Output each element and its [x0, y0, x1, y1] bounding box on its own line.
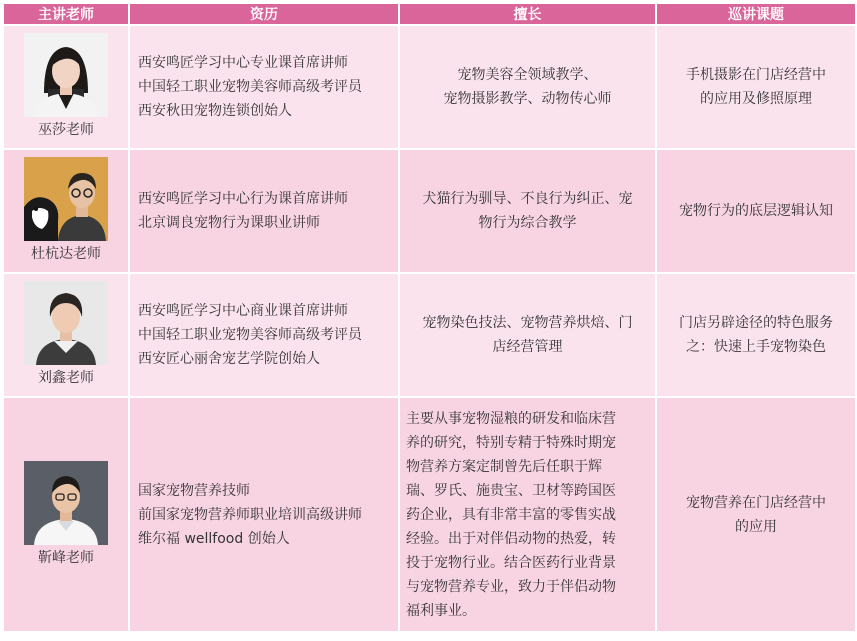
- teacher-photo-jinfeng: [24, 461, 108, 545]
- table-row: [4, 26, 855, 148]
- credential-line: 西安鸣匠学习中心行为课首席讲师: [138, 191, 348, 207]
- expertise-line: 店经营管理: [492, 339, 563, 355]
- table-row: [4, 398, 855, 631]
- credential-line: 国家宠物营养技师: [138, 482, 250, 499]
- credential-line: 西安鸣匠学习中心商业课首席讲师: [138, 303, 348, 319]
- credential-line: 前国家宠物营养师职业培训高级讲师: [138, 506, 362, 523]
- topic-line: 宠物营养在门店经营中: [686, 494, 826, 511]
- expertise-line: 养的研究，特别专精于特殊时期宠: [406, 434, 616, 451]
- topic-line: 之：快速上手宠物染色: [686, 339, 826, 355]
- table-header-row: [4, 4, 855, 24]
- table-row: [4, 150, 855, 272]
- credential-line: 西安秋田宠物连锁创始人: [138, 103, 292, 119]
- header-topic: 巡讲课题: [657, 4, 855, 24]
- credential-line: 维尔福 wellfood 创始人: [138, 530, 290, 547]
- header-expertise: 擅长: [400, 4, 655, 24]
- expertise-cell: [400, 150, 655, 272]
- teacher-photo-liuxin: [24, 281, 108, 365]
- teacher-photo-wusha: [24, 33, 108, 117]
- credentials-cell: [130, 274, 398, 396]
- expertise-line: 主要从事宠物湿粮的研发和临床营: [406, 410, 616, 427]
- topic-line: 门店另辟途径的特色服务: [679, 315, 833, 331]
- credential-line: 中国轻工职业宠物美容师高级考评员: [138, 79, 362, 95]
- teacher-cell: [4, 26, 128, 148]
- teacher-cell: [4, 274, 128, 396]
- expertise-line: 物营养方案定制曾先后任职于辉: [406, 458, 602, 475]
- topic-line: 的应用及修照原理: [700, 91, 812, 107]
- topic-line: 宠物行为的底层逻辑认知: [679, 203, 833, 219]
- expertise-line: 宠物美容全领域教学、: [457, 67, 598, 83]
- credential-line: 中国轻工职业宠物美容师高级考评员: [138, 327, 362, 343]
- teacher-name: 巫莎老师: [38, 122, 94, 138]
- teacher-cell: [4, 398, 128, 631]
- credential-line: 西安匠心丽舍宠艺学院创始人: [138, 351, 320, 367]
- header-teacher: 主讲老师: [4, 4, 128, 24]
- topic-line: 手机摄影在门店经营中: [686, 67, 826, 83]
- expertise-line: 宠物摄影教学、动物传心师: [443, 91, 612, 107]
- expertise-cell: [400, 274, 655, 396]
- teacher-table: [2, 2, 857, 633]
- credentials-cell: [130, 398, 398, 631]
- expertise-line: 犬猫行为驯导、不良行为纠正、宠: [422, 191, 633, 207]
- credentials-cell: [130, 150, 398, 272]
- topic-line: 的应用: [735, 518, 777, 535]
- expertise-line: 福利事业。: [406, 602, 476, 619]
- topic-cell: [657, 150, 855, 272]
- teacher-name: 刘鑫老师: [38, 370, 94, 386]
- expertise-line: 药企业，具有非常丰富的零售实战: [406, 506, 616, 523]
- expertise-line: 与宠物营养专业，致力于伴侣动物: [406, 578, 616, 595]
- teacher-name: 杜杭达老师: [31, 246, 101, 262]
- teacher-cell: [4, 150, 128, 272]
- header-credentials: 资历: [130, 4, 398, 24]
- topic-cell: [657, 274, 855, 396]
- expertise-line: 经验。出于对伴侣动物的热爱，转: [406, 530, 616, 547]
- expertise-line: 投于宠物行业。结合医药行业背景: [406, 554, 616, 571]
- topic-cell: [657, 398, 855, 631]
- expertise-line: 瑞、罗氏、施贵宝、卫材等跨国医: [406, 482, 616, 499]
- expertise-line: 物行为综合教学: [478, 215, 577, 231]
- table-row: [4, 274, 855, 396]
- expertise-cell: [400, 26, 655, 148]
- credential-line: 北京调良宠物行为课职业讲师: [138, 215, 320, 231]
- teacher-name: 靳峰老师: [38, 549, 94, 566]
- credentials-cell: [130, 26, 398, 148]
- teacher-photo-duhangda: [24, 157, 108, 241]
- expertise-line: 宠物染色技法、宠物营养烘焙、门: [422, 315, 633, 331]
- topic-cell: [657, 26, 855, 148]
- credential-line: 西安鸣匠学习中心专业课首席讲师: [138, 55, 348, 71]
- expertise-cell: [400, 398, 655, 631]
